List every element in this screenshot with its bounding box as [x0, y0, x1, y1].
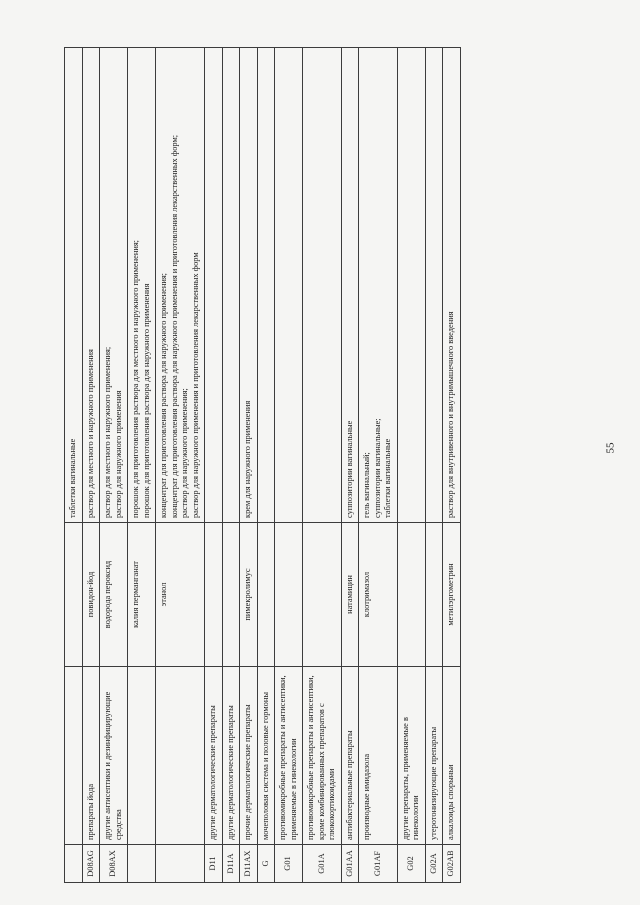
substance-name-cell	[275, 523, 303, 667]
atc-code-cell: G02AB	[443, 845, 461, 883]
dosage-form-cell	[425, 48, 443, 523]
table-row	[100, 48, 128, 883]
substance-name-cell	[65, 523, 83, 667]
dosage-form-cell: таблетки вагинальные	[65, 48, 83, 523]
group-name-cell	[156, 667, 205, 845]
dosage-form-cell: раствор для местного и наружного применения	[82, 48, 100, 523]
substance-name-cell: этанол	[156, 523, 205, 667]
group-name-cell: другие дерматологические препараты	[205, 667, 223, 845]
dosage-form-cell: порошок для приготовления раствора для местного и наружного применения; порошок для приготовления раствора для наружного применения	[128, 48, 156, 523]
dosage-form-cell: раствор для внутривенного и внутримышечного введения	[443, 48, 461, 523]
page-number: 55	[604, 442, 617, 454]
atc-code-cell: D11	[205, 845, 223, 883]
atc-code-cell: D11A	[222, 845, 240, 883]
substance-name-cell	[425, 523, 443, 667]
table-row	[82, 48, 100, 883]
group-name-cell	[128, 667, 156, 845]
table-row	[397, 48, 425, 883]
group-name-cell	[65, 667, 83, 845]
substance-name-cell	[303, 523, 342, 667]
dosage-form-cell: суппозитории вагинальные	[341, 48, 359, 523]
table-row	[443, 48, 461, 883]
table-row	[257, 48, 275, 883]
atc-code-cell: G01AF	[359, 845, 398, 883]
substance-name-cell	[257, 523, 275, 667]
atc-code-cell	[128, 845, 156, 883]
group-name-cell: другие препараты, применяемые в гинекологии	[397, 667, 425, 845]
table-row	[303, 48, 342, 883]
atc-code-cell: D08AG	[82, 845, 100, 883]
dosage-form-cell: крем для наружного применения	[240, 48, 258, 523]
atc-code-cell	[156, 845, 205, 883]
atc-code-cell: G02A	[425, 845, 443, 883]
table-row	[205, 48, 223, 883]
table-row	[128, 48, 156, 883]
group-name-cell: производные имидазола	[359, 667, 398, 845]
atc-code-cell: D11AX	[240, 845, 258, 883]
dosage-form-cell	[397, 48, 425, 523]
table-row	[222, 48, 240, 883]
substance-name-cell	[205, 523, 223, 667]
table-row	[156, 48, 205, 883]
group-name-cell: антибактериальные препараты	[341, 667, 359, 845]
dosage-form-cell	[257, 48, 275, 523]
dosage-form-cell	[303, 48, 342, 523]
dosage-form-cell	[205, 48, 223, 523]
group-name-cell: другие антисептики и дезинфицирующие средства	[100, 667, 128, 845]
dosage-form-cell: раствор для местного и наружного применения; раствор для наружного применения	[100, 48, 128, 523]
substance-name-cell	[397, 523, 425, 667]
substance-name-cell: повидон-йод	[82, 523, 100, 667]
table-row	[240, 48, 258, 883]
atc-code-cell: G02	[397, 845, 425, 883]
group-name-cell: алкалоиды спорыньи	[443, 667, 461, 845]
table-row	[359, 48, 398, 883]
drug-classification-table	[64, 47, 461, 883]
group-name-cell: противомикробные препараты и антисептики, кроме комбинированных препаратов с глюкокортикоидами	[303, 667, 342, 845]
substance-name-cell: натамицин	[341, 523, 359, 667]
substance-name-cell: метилэргометрин	[443, 523, 461, 667]
substance-name-cell: калия перманганат	[128, 523, 156, 667]
group-name-cell: прочие дерматологические препараты	[240, 667, 258, 845]
table-row	[65, 48, 83, 883]
substance-name-cell: водорода пероксид	[100, 523, 128, 667]
group-name-cell: препараты йода	[82, 667, 100, 845]
table-row	[425, 48, 443, 883]
table-body	[65, 48, 461, 883]
substance-name-cell	[222, 523, 240, 667]
atc-code-cell: G01A	[303, 845, 342, 883]
dosage-form-cell	[222, 48, 240, 523]
substance-name-cell: клотримазол	[359, 523, 398, 667]
substance-name-cell: пимекролимус	[240, 523, 258, 667]
atc-code-cell: G	[257, 845, 275, 883]
atc-code-cell: D08AX	[100, 845, 128, 883]
atc-code-cell: G01AA	[341, 845, 359, 883]
group-name-cell: противомикробные препараты и антисептики, применяемые в гинекологии	[275, 667, 303, 845]
group-name-cell: мочеполовая система и половые гормоны	[257, 667, 275, 845]
dosage-form-cell	[275, 48, 303, 523]
rotated-table-container	[64, 48, 610, 883]
atc-code-cell: G01	[275, 845, 303, 883]
atc-code-cell	[65, 845, 83, 883]
dosage-form-cell: концентрат для приготовления раствора для наружного применения; концентрат для приготовления раствора для наружного применения и приготовления лекарственных форм; раствор для наружного применения; раствор для наружного применения и приготовления лекарственных форм	[156, 48, 205, 523]
dosage-form-cell: гель вагинальный; суппозитории вагинальные; таблетки вагинальные	[359, 48, 398, 523]
table-row	[341, 48, 359, 883]
group-name-cell: утеротонизирующие препараты	[425, 667, 443, 845]
table-row	[275, 48, 303, 883]
group-name-cell: другие дерматологические препараты	[222, 667, 240, 845]
